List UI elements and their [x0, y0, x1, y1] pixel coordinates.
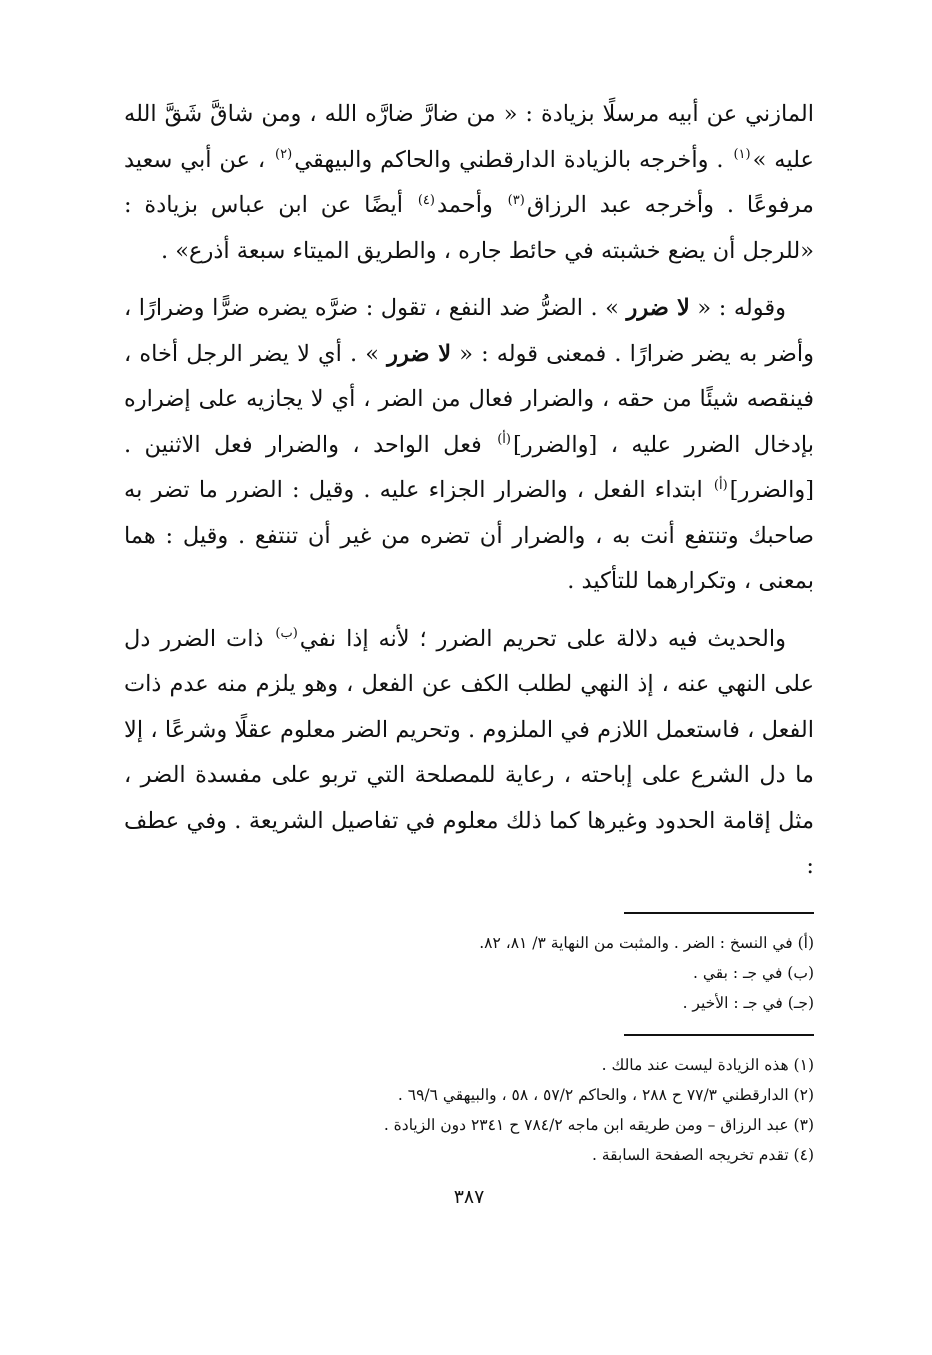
paragraph-2 [124, 286, 814, 605]
text-run: وقوله : « [689, 295, 786, 321]
source-notes [124, 1050, 814, 1170]
page-number: ٣٨٧ [453, 1185, 485, 1208]
text-run: ، عن أبي سعيد مرفوعًا . وأخرجه عبد الرزاق [124, 146, 814, 218]
footnote-marker: (٤) [417, 192, 435, 208]
text-run: فعل الواحد ، والضرار فعل الاثنين . [والضرر] [124, 431, 814, 503]
footnote-marker: (أ) [713, 477, 728, 493]
text-run: وأحمد [436, 192, 506, 218]
book-page [124, 92, 814, 1208]
footnote-marker: (٣) [507, 192, 525, 208]
variant-note: (أ) في النسخ : الضر . والمثبت من النهاية ٣/ ٨١، ٨٢. [479, 933, 814, 952]
source-note: (١) هذه الزيادة ليست عند مالك . [601, 1055, 814, 1074]
footnote-marker: (ب) [275, 626, 298, 641]
quoted-phrase: لا ضرر [626, 295, 690, 321]
text-run: ذات الضرر دل على النهي عنه ، إذ النهي لطلب الكف عن الفعل ، وهو يلزم منه عدم ذات الفعل ، فاستعمل اللازم في الملزوم . وتحريم الضر معلوم عقلًا وشرعًا ، إلا ما دل الشرع على إباحته ، رعاية للمصلحة التي تربو على مفسدة الضر ، مثل إقامة الحدود وغيرها كما ذلك معلوم في تفاصيل الشريعة . وفي عطف : [124, 625, 814, 879]
source-note: (٢) الدارقطني ٧٧/٣ ح ٢٨٨ ، والحاكم ٥٧/٢ ، ٥٨ ، والبيهقي ٦٩/٦ . [397, 1085, 814, 1104]
text-run: والحديث فيه دلالة على تحريم الضرر ؛ لأنه إذا نفي [299, 625, 786, 652]
source-note: (٤) تقدم تخريجه الصفحة السابقة . [591, 1145, 814, 1164]
footnote-divider-bottom [624, 1034, 814, 1036]
paragraph-3 [124, 617, 814, 890]
text-run: . وأخرجه بالزيادة الدارقطني والحاكم والبيهقي [294, 146, 732, 173]
variant-note: (ب) في جـ : بقي . [693, 963, 814, 982]
text-run: ابتداء الفعل ، والضرار الجزاء عليه . وقيل : الضرر ما تضر به صاحبك وتنتفع أنت به ، والضرار أن تضره من غير أن تنتفع . وقيل : هما بمعنى ، وتكرارهما للتأكيد . [124, 477, 814, 594]
variant-note: (جـ) في جـ : الأخير . [682, 993, 814, 1012]
main-text [124, 92, 814, 890]
footnote-divider-top [624, 912, 814, 914]
text-run: » . الضرُّ ضد النفع ، تقول : ضرَّه يضره ضرًّا وضرارًا ، وأضر به يضر ضرارًا . فمعنى قوله : « [124, 295, 814, 367]
source-note: (٣) عبد الرزاق – ومن طريقه ابن ماجه ٧٨٤/٢ ح ٢٣٤١ دون الزيادة . [383, 1115, 814, 1134]
footnote-marker: (٢) [275, 147, 293, 162]
quoted-phrase: لا ضرر [387, 340, 452, 367]
text-run: أيضًا عن ابن عباس بزيادة : «للرجل أن يضع خشبته في حائط جاره ، والطريق الميتاء سبعة أذرع» . [124, 192, 814, 264]
paragraph-1 [124, 92, 814, 274]
text-run: المازني عن أبيه مرسلًا بزيادة : « من ضارَّ ضارَّه الله ، ومن شاقَّ شَقَّ الله عليه » [124, 101, 814, 173]
footnote-marker: (١) [733, 147, 751, 162]
variant-notes [124, 928, 814, 1018]
text-run: » . أي لا يضر الرجل أخاه ، فينقصه شيئًا من حقه ، والضرار فعال من الضر ، أي لا يجازيه على إضراره بإدخال الضرر عليه ، [والضرر] [124, 340, 814, 458]
footnote-marker: (أ) [497, 432, 511, 447]
